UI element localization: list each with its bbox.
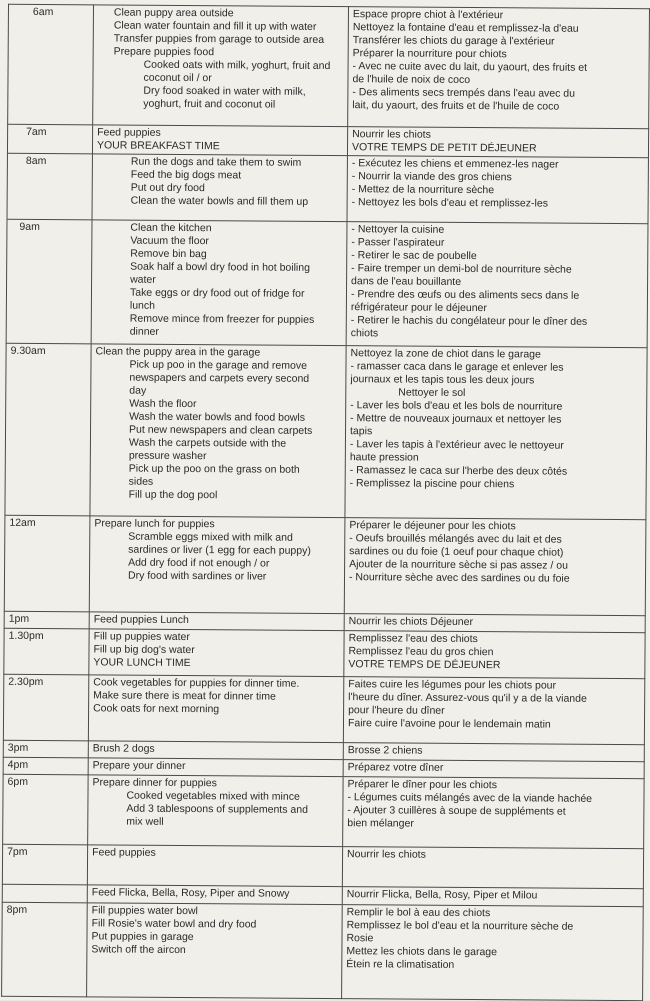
french-task-line: Nettoyez la fontaine d'eau et remplissez-la d'eau bbox=[352, 21, 579, 35]
english-task-line: Fill up big dog's water bbox=[93, 643, 195, 657]
french-task-line: Préparez votre dîner bbox=[347, 761, 444, 774]
french-task-cell bbox=[346, 222, 648, 348]
french-task-line: Remplissez le bol d'eau et la nourriture sèche de bbox=[346, 919, 574, 933]
english-task-line: Clean the kitchen bbox=[130, 221, 212, 235]
time-cell: 6pm bbox=[3, 774, 88, 845]
schedule-row bbox=[3, 674, 644, 744]
french-task-line: - Ajouter 3 cuillères à soupe de suppléments et bbox=[347, 804, 566, 818]
english-task-line: Feed puppies bbox=[97, 126, 161, 139]
schedule-table bbox=[1, 4, 650, 1001]
french-task-line: - Nettoyer la cuisine bbox=[351, 223, 445, 236]
english-task-cell bbox=[89, 629, 344, 677]
english-task-line: Fill Rosie's water bowl and dry food bbox=[91, 917, 257, 931]
french-task-line: Ajouter de la nourriture sèche si pas assez / ou bbox=[349, 558, 569, 572]
english-task-line: Prepare puppies food bbox=[113, 45, 215, 59]
time-cell: 1.30pm bbox=[4, 628, 89, 675]
english-task-line: dinner bbox=[129, 325, 159, 338]
english-task-cell bbox=[89, 516, 345, 614]
english-task-line: YOUR BREAKFAST TIME bbox=[96, 139, 220, 153]
english-task-cell bbox=[88, 741, 343, 760]
french-task-cell bbox=[345, 346, 647, 520]
french-task-cell bbox=[342, 847, 643, 889]
french-task-line: - Laver les tapis à l'extérieur avec le nettoyeur bbox=[349, 438, 564, 452]
english-task-line: Remove bin bag bbox=[130, 247, 207, 261]
french-task-line: - Avec ne cuite avec du lait, du yaourt, des fruits et bbox=[352, 60, 588, 74]
schedule-row bbox=[7, 153, 648, 223]
english-task-line: Dry food soaked in water with milk, bbox=[143, 84, 306, 98]
english-task-cell bbox=[88, 675, 343, 743]
french-task-cell bbox=[344, 631, 645, 679]
french-task-line: Brosse 2 chiens bbox=[347, 744, 423, 757]
english-task-line: Pick up poo in the garage and remove bbox=[129, 358, 307, 372]
english-task-line: Clean water fountain and fill it up with water bbox=[113, 19, 317, 33]
english-task-line: Feed Flicka, Bella, Rosy, Piper and Snowy bbox=[91, 886, 290, 900]
english-task-line: Fill up the dog pool bbox=[128, 488, 218, 502]
english-task-line: Feed the big dogs meat bbox=[130, 168, 242, 182]
french-task-line: - Mettre de nouveaux journaux et nettoyer les bbox=[350, 412, 562, 426]
english-task-line: Pick up the poo on the grass on both bbox=[128, 462, 300, 476]
english-task-cell bbox=[89, 612, 344, 631]
french-task-line: Espace propre chiot à l'extérieur bbox=[352, 8, 504, 22]
french-task-line: - Oeufs brouillés mélangés avec du lait et des bbox=[349, 532, 562, 546]
english-task-line: Put puppies in garage bbox=[91, 930, 194, 944]
french-task-cell bbox=[342, 905, 644, 1001]
french-task-line: Préparer la nourriture pour chiots bbox=[352, 47, 507, 61]
french-task-line: Transférer les chiots du garage à l'extérieur bbox=[352, 34, 555, 48]
french-task-line: - Nettoyez les bols d'eau et remplissez-les bbox=[351, 196, 549, 210]
english-task-line: newspapers and carpets every second bbox=[129, 371, 310, 385]
english-task-line: YOUR LUNCH TIME bbox=[93, 656, 191, 670]
english-task-cell bbox=[92, 125, 347, 156]
french-task-line: chiots bbox=[350, 327, 379, 340]
english-task-line: Clean puppy area outside bbox=[113, 6, 234, 20]
french-task-line: - Retirer le hachis du congélateur pour le dîner des bbox=[350, 314, 588, 328]
french-task-cell bbox=[344, 614, 645, 633]
french-task-cell bbox=[343, 743, 644, 762]
french-task-line: VOTRE TEMPS DE DÉJEUNER bbox=[348, 658, 501, 672]
english-task-line: Cooked vegetables mixed with mince bbox=[126, 789, 300, 803]
french-task-line: réfrigérateur pour le déjeuner bbox=[350, 301, 487, 315]
english-task-line: sides bbox=[128, 475, 154, 488]
french-task-cell bbox=[348, 7, 650, 129]
english-task-line: mix well bbox=[126, 815, 164, 828]
english-task-line: Clean the water bowls and fill them up bbox=[130, 194, 309, 208]
french-task-line: Rosie bbox=[346, 932, 374, 945]
french-task-line: - Passer l'aspirateur bbox=[351, 236, 445, 249]
schedule-row bbox=[6, 219, 648, 347]
english-task-line: Prepare your dinner bbox=[92, 759, 186, 773]
english-task-line: Cook vegetables for puppies for dinner time. bbox=[93, 676, 300, 690]
french-task-line: Mettez les chiots dans le garage bbox=[346, 945, 498, 959]
english-task-line: Put out dry food bbox=[130, 181, 205, 195]
english-task-line: Switch off the aircon bbox=[91, 943, 186, 957]
english-task-line: Put new newspapers and clean carpets bbox=[128, 423, 313, 437]
english-task-line: Vacuum the floor bbox=[130, 234, 210, 248]
time-cell: 8pm bbox=[2, 902, 88, 997]
french-task-line: pour l'heure du dîner bbox=[348, 704, 445, 717]
english-task-line: Clean the puppy area in the garage bbox=[95, 345, 261, 359]
english-task-line: Wash the water bowls and food bowls bbox=[129, 410, 306, 424]
french-task-line: - Légumes cuits mélangés avec de la viande hachée bbox=[347, 791, 593, 805]
english-task-cell bbox=[92, 154, 347, 222]
time-cell bbox=[2, 884, 87, 903]
french-task-line: Faire cuire l'avoine pour le lendemain matin bbox=[347, 717, 551, 731]
time-cell: 1pm bbox=[4, 611, 89, 629]
french-task-cell bbox=[343, 760, 644, 779]
french-task-line: - Ramassez le caca sur l'herbe des deux côtés bbox=[349, 464, 568, 478]
time-cell: 4pm bbox=[3, 757, 88, 775]
english-task-cell bbox=[88, 758, 343, 777]
french-task-line: l'heure du dîner. Assurez-vous qu'il y a de la viande bbox=[348, 691, 587, 705]
french-task-line: Remplir le bol à eau des chiots bbox=[346, 906, 491, 920]
english-task-line: Make sure there is meat for dinner time bbox=[93, 689, 276, 703]
french-task-line: VOTRE TEMPS DE PETIT DÉJEUNER bbox=[351, 141, 537, 155]
english-task-line: Wash the floor bbox=[129, 397, 197, 411]
french-task-line: Remplissez l'eau du gros chien bbox=[348, 645, 494, 659]
english-task-line: coconut oil / or bbox=[143, 71, 212, 85]
english-task-line: lunch bbox=[129, 299, 156, 312]
french-task-line: - Faire tremper un demi-bol de nourriture sèche bbox=[351, 262, 572, 276]
french-task-line: Nourrir les chiots Déjeuner bbox=[348, 615, 474, 629]
french-task-line: Nettoyer le sol bbox=[398, 386, 466, 399]
english-task-line: pressure washer bbox=[128, 449, 207, 463]
time-cell: 9.30am bbox=[5, 343, 91, 516]
schedule-row bbox=[2, 902, 644, 1000]
french-task-cell bbox=[343, 777, 644, 849]
english-task-line: Fill up puppies water bbox=[93, 630, 190, 644]
french-task-line: journaux et les tapis tous les deux jours bbox=[350, 373, 535, 387]
schedule-row bbox=[2, 844, 643, 888]
english-task-cell bbox=[91, 220, 347, 346]
french-task-cell bbox=[347, 156, 648, 224]
time-cell: 7pm bbox=[2, 844, 87, 885]
english-task-line: Transfer puppies from garage to outside area bbox=[113, 32, 325, 46]
english-task-cell bbox=[93, 5, 349, 127]
french-task-line: - Prendre des œufs ou des aliments secs dans le bbox=[350, 288, 580, 302]
french-task-line: - Laver les bols d'eau et les bols de nourriture bbox=[350, 399, 563, 413]
english-task-cell bbox=[87, 903, 343, 999]
time-cell: 6am bbox=[8, 4, 94, 125]
schedule-row bbox=[4, 628, 645, 678]
french-task-line: - ramasser caca dans le garage et enlever les bbox=[350, 360, 564, 374]
english-task-line: Take eggs or dry food out of fridge for bbox=[129, 286, 305, 300]
french-task-line: - Des aliments secs trempés dans l'eau avec du bbox=[352, 86, 576, 100]
time-cell: 12am bbox=[4, 515, 90, 612]
french-task-line: Étein re la climatisation bbox=[346, 958, 455, 971]
english-task-line: Run the dogs and take them to swim bbox=[130, 155, 302, 169]
english-task-cell bbox=[87, 845, 342, 887]
french-task-cell bbox=[344, 518, 646, 616]
english-task-cell bbox=[88, 775, 343, 847]
french-task-line: de l'huile de noix de coco bbox=[352, 73, 471, 86]
french-task-line: - Exécutez les chiens et emmenez-les nager bbox=[351, 157, 559, 171]
schedule-row bbox=[4, 515, 646, 615]
time-cell: 8am bbox=[7, 153, 92, 220]
french-task-line: Nettoyez la zone de chiot dans le garage bbox=[350, 347, 541, 361]
french-task-line: lait, du yaourt, des fruits et de l'huile de coco bbox=[352, 99, 560, 113]
french-task-line: sardines ou du foie (1 oeuf pour chaque chiot) bbox=[349, 545, 564, 559]
english-task-line: Prepare dinner for puppies bbox=[92, 776, 217, 790]
french-task-line: - Nourriture sèche avec des sardines ou du foie bbox=[348, 571, 570, 585]
french-task-line: - Mettez de la nourriture sèche bbox=[351, 183, 495, 197]
french-task-line: Faites cuire les légumes pour les chiots pour bbox=[348, 678, 557, 692]
french-task-line: Nourrir les chiots bbox=[347, 848, 426, 861]
english-task-line: Prepare lunch for puppies bbox=[94, 517, 215, 531]
english-task-line: Add dry food if not enough / or bbox=[128, 556, 270, 570]
english-task-line: sardines or liver (1 egg for each puppy) bbox=[128, 543, 311, 557]
french-task-line: Remplissez l'eau des chiots bbox=[348, 632, 478, 646]
english-task-line: Brush 2 dogs bbox=[92, 742, 155, 755]
english-task-cell bbox=[87, 885, 342, 905]
french-task-line: - Remplissez la piscine pour chiens bbox=[349, 477, 515, 491]
french-task-line: Préparer le dîner pour les chiots bbox=[347, 778, 498, 792]
time-cell: 3pm bbox=[3, 740, 88, 758]
french-task-line: Nourrir les chiots bbox=[352, 128, 431, 141]
english-task-line: Dry food with sardines or liver bbox=[127, 569, 267, 583]
french-task-line: Nourrir Flicka, Bella, Rosy, Piper et Milou bbox=[346, 888, 538, 902]
english-task-cell bbox=[90, 344, 346, 518]
english-task-line: Feed puppies Lunch bbox=[93, 613, 189, 627]
time-cell: 7am bbox=[7, 124, 92, 154]
french-task-cell bbox=[342, 887, 643, 907]
english-task-line: Scramble eggs mixed with milk and bbox=[128, 530, 293, 544]
schedule-row bbox=[3, 774, 644, 848]
french-task-line: - Retirer le sac de poubelle bbox=[351, 249, 477, 263]
english-task-line: water bbox=[130, 273, 156, 286]
english-task-line: Remove mince from freezer for puppies bbox=[129, 312, 315, 326]
english-task-line: Feed puppies bbox=[92, 846, 156, 859]
french-task-line: Préparer le déjeuner pour les chiots bbox=[349, 519, 516, 533]
english-task-line: Wash the carpets outside with the bbox=[128, 436, 287, 450]
english-task-line: Soak half a bowl dry food in hot boiling bbox=[130, 260, 311, 274]
schedule-body bbox=[2, 4, 650, 1000]
french-task-line: dans de l'eau bouillante bbox=[351, 275, 462, 288]
french-task-cell bbox=[343, 677, 644, 745]
english-task-line: Add 3 tablespoons of supplements and bbox=[126, 802, 308, 816]
french-task-line: haute pression bbox=[349, 451, 419, 464]
english-task-line: Cook oats for next morning bbox=[93, 702, 220, 716]
schedule-row bbox=[5, 343, 647, 519]
french-task-cell bbox=[347, 127, 648, 158]
schedule-row bbox=[7, 124, 648, 157]
schedule-row bbox=[8, 4, 650, 128]
english-task-line: day bbox=[129, 384, 147, 397]
french-task-line: - Nourrir la viande des gros chiens bbox=[351, 170, 512, 184]
english-task-line: Cooked oats with milk, yoghurt, fruit and bbox=[143, 58, 331, 73]
time-cell: 9am bbox=[6, 219, 92, 344]
english-task-line: yoghurt, fruit and coconut oil bbox=[143, 97, 276, 111]
french-task-line: tapis bbox=[349, 425, 373, 438]
english-task-line: Fill puppies water bowl bbox=[91, 904, 198, 918]
french-task-line: bien mélanger bbox=[347, 817, 414, 830]
time-cell: 2.30pm bbox=[3, 674, 88, 741]
